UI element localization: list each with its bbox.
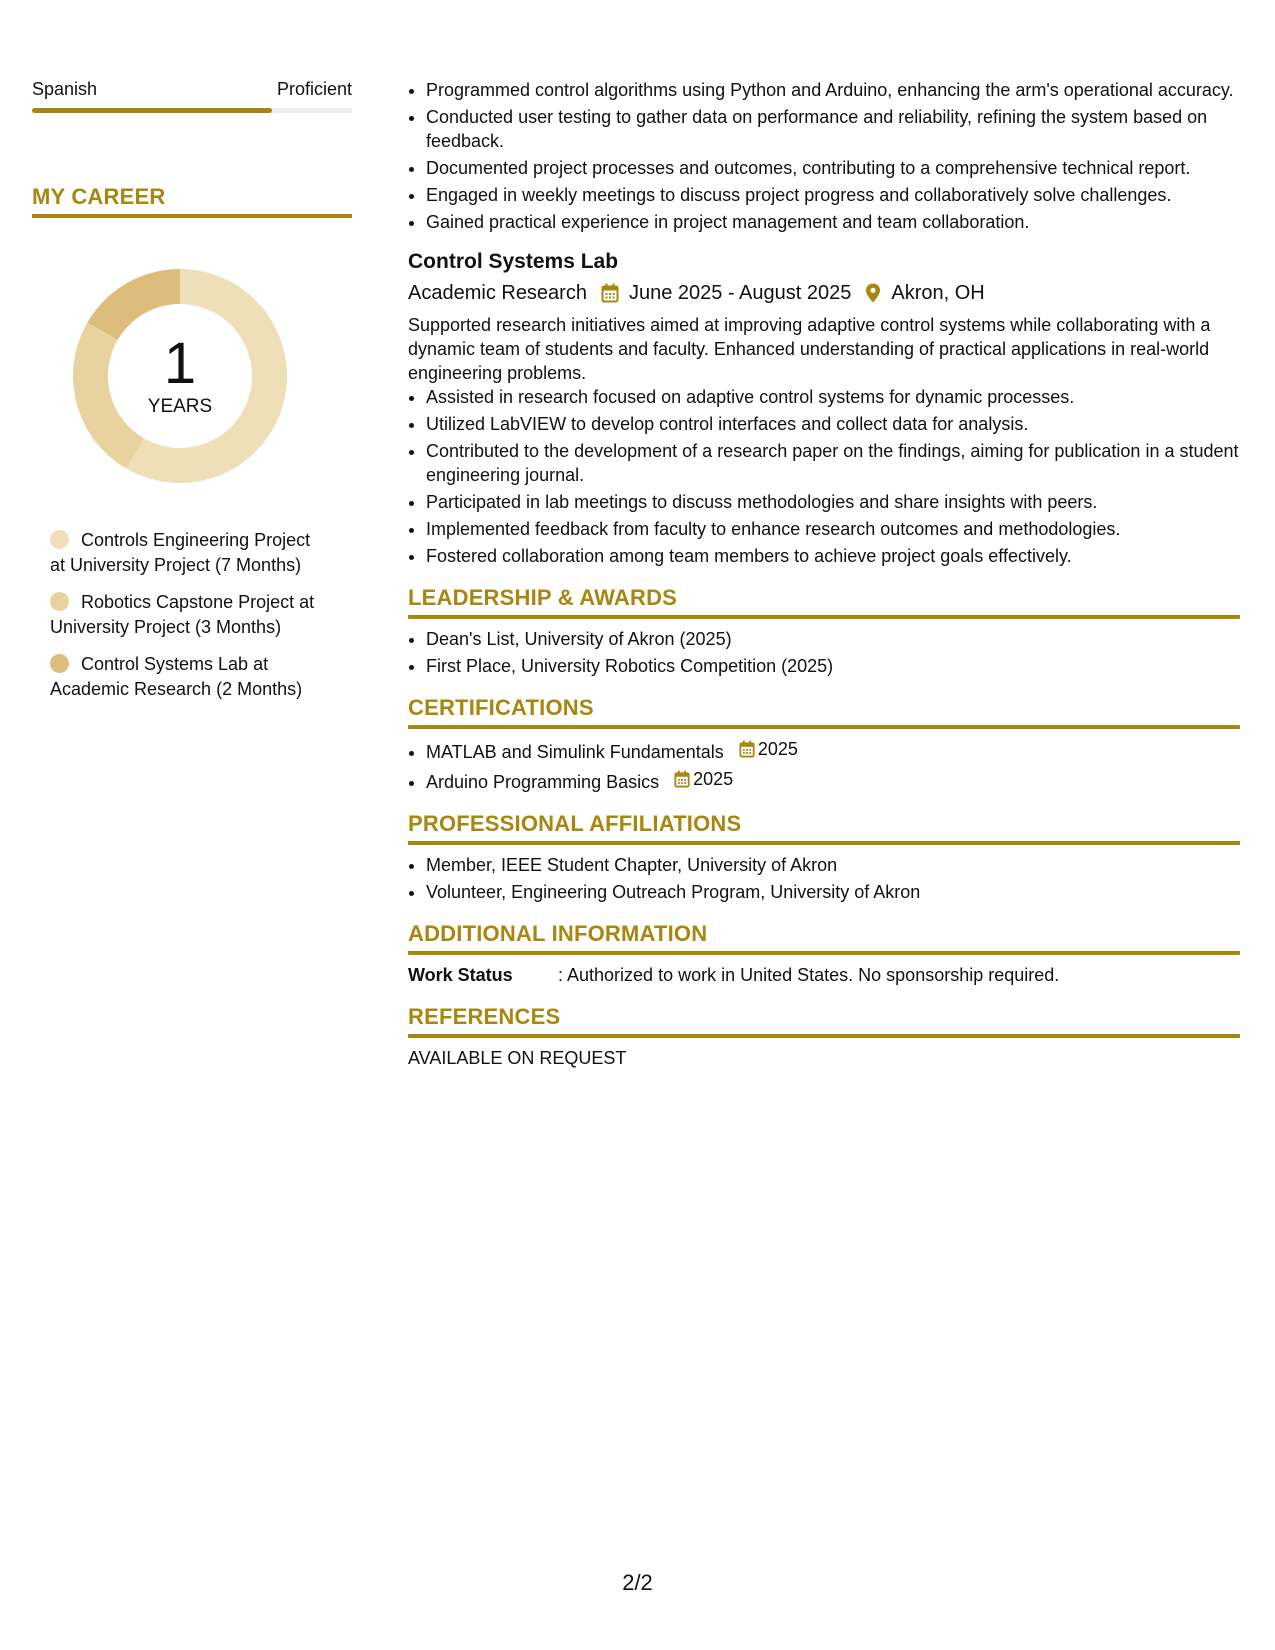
legend-dot bbox=[50, 592, 69, 611]
list-item: • Utilized LabVIEW to develop control interfaces and collect data for analysis. bbox=[426, 412, 1240, 436]
references-text: AVAILABLE ON REQUEST bbox=[408, 1048, 627, 1068]
legend-dot bbox=[50, 530, 69, 549]
calendar-icon bbox=[601, 283, 619, 303]
previous-role-bullets bbox=[408, 78, 1240, 234]
language-name: Spanish bbox=[32, 79, 98, 99]
role-description: Supported research initiatives aimed at improving adaptive control systems while collaborating with a dynamic team of students and faculty. Enhanced understanding of practical applications in real-world engineering problems. bbox=[408, 315, 1211, 383]
certifications-list bbox=[408, 737, 1240, 794]
legend-dot bbox=[50, 654, 69, 673]
list-item: • Contributed to the development of a research paper on the findings, aiming for publication in a student engineering journal. bbox=[426, 439, 1240, 487]
list-item: • Programmed control algorithms using Python and Arduino, enhancing the arm's operational accuracy. bbox=[426, 78, 1240, 102]
work-status-label: Work Status bbox=[408, 965, 513, 985]
role-title: Control Systems Lab bbox=[408, 250, 619, 273]
work-status-row bbox=[408, 963, 1240, 987]
language-level: Proficient bbox=[276, 79, 352, 99]
language-proficiency-bar bbox=[32, 108, 352, 113]
additional-info-section-title: ADDITIONAL INFORMATION bbox=[408, 920, 1240, 955]
list-item: • First Place, University Robotics Competition (2025) bbox=[426, 654, 1240, 678]
career-total-number: 1 bbox=[163, 331, 197, 396]
certifications-section-title: CERTIFICATIONS bbox=[408, 694, 1240, 729]
role-meta bbox=[408, 279, 1240, 307]
list-item: • Engaged in weekly meetings to discuss project progress and collaboratively solve challenges. bbox=[426, 183, 1240, 207]
list-item: • Implemented feedback from faculty to enhance research outcomes and methodologies. bbox=[426, 517, 1240, 541]
career-legend-item bbox=[50, 590, 330, 640]
list-item bbox=[426, 737, 1240, 764]
role-location: Akron, OH bbox=[891, 282, 985, 304]
language-entry bbox=[32, 78, 352, 113]
list-item: • Member, IEEE Student Chapter, University of Akron bbox=[426, 853, 1240, 877]
list-item: • Participated in lab meetings to discuss methodologies and share insights with peers. bbox=[426, 490, 1240, 514]
career-total-unit: YEARS bbox=[147, 396, 213, 417]
location-pin-icon bbox=[865, 283, 881, 303]
list-item: • Documented project processes and outcomes, contributing to a comprehensive technical report. bbox=[426, 156, 1240, 180]
list-item: • Conducted user testing to gather data on performance and reliability, refining the system based on feedback. bbox=[426, 105, 1240, 153]
career-donut-chart bbox=[64, 260, 296, 492]
affiliations-section-title: PROFESSIONAL AFFILIATIONS bbox=[408, 810, 1240, 845]
leadership-list bbox=[408, 627, 1240, 678]
sidebar bbox=[32, 78, 352, 714]
list-item: • Gained practical experience in project management and team collaboration. bbox=[426, 210, 1240, 234]
certification-name: MATLAB and Simulink Fundamentals bbox=[426, 742, 724, 762]
role-dates: June 2025 - August 2025 bbox=[628, 282, 852, 304]
list-item: • Volunteer, Engineering Outreach Program, University of Akron bbox=[426, 880, 1240, 904]
certification-year: 2025 bbox=[693, 769, 734, 789]
career-section-title: MY CAREER bbox=[32, 183, 352, 218]
role-org: Academic Research bbox=[408, 282, 587, 304]
legend-label: Control Systems Lab at Academic Research (2 Months) bbox=[50, 654, 303, 699]
affiliations-list bbox=[408, 853, 1240, 904]
main-content bbox=[408, 78, 1240, 1070]
career-legend-item bbox=[50, 528, 330, 578]
calendar-icon bbox=[674, 770, 690, 788]
certification-year: 2025 bbox=[757, 739, 798, 759]
references-section-title: REFERENCES bbox=[408, 1003, 1240, 1038]
career-legend bbox=[32, 528, 352, 702]
page-number: 2/2 bbox=[622, 1570, 653, 1595]
role-bullets bbox=[408, 385, 1240, 568]
calendar-icon bbox=[739, 740, 755, 758]
language-proficiency-fill bbox=[32, 108, 272, 113]
list-item: • Assisted in research focused on adaptive control systems for dynamic processes. bbox=[426, 385, 1240, 409]
work-status-value: : Authorized to work in United States. No sponsorship required. bbox=[558, 965, 1060, 985]
certification-name: Arduino Programming Basics bbox=[426, 772, 660, 792]
list-item: • Dean's List, University of Akron (2025) bbox=[426, 627, 1240, 651]
leadership-section-title: LEADERSHIP & AWARDS bbox=[408, 584, 1240, 619]
legend-label: Controls Engineering Project at University Project (7 Months) bbox=[50, 530, 311, 575]
list-item: • Fostered collaboration among team members to achieve project goals effectively. bbox=[426, 544, 1240, 568]
career-legend-item bbox=[50, 652, 330, 702]
list-item bbox=[426, 767, 1240, 794]
legend-label: Robotics Capstone Project at University Project (3 Months) bbox=[50, 592, 315, 637]
